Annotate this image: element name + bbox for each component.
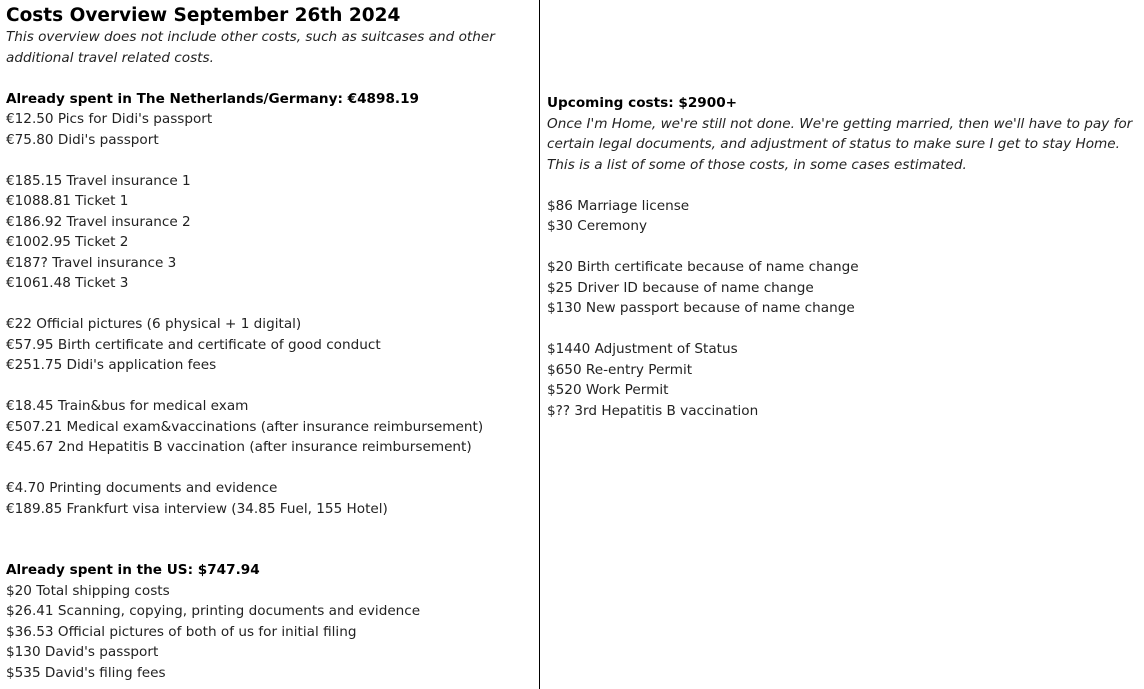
- intro-note: This overview does not include other costs, such as suitcases and other additional travel related costs.: [6, 29, 495, 66]
- upcoming-group-wedding: [547, 196, 1144, 237]
- netherlands-group-documents: [6, 314, 539, 376]
- spacer: [6, 150, 539, 171]
- page-title: Costs Overview September 26th 2024: [6, 5, 401, 26]
- list-item: $20 Total shipping costs: [6, 582, 170, 599]
- list-item: €186.92 Travel insurance 2: [6, 213, 191, 230]
- netherlands-group-passport: [6, 109, 539, 150]
- list-item: €18.45 Train&bus for medical exam: [6, 398, 249, 414]
- netherlands-heading: Already spent in The Netherlands/Germany: €4898.19: [6, 90, 420, 107]
- spacer: [547, 319, 1144, 340]
- upcoming-description: Once I'm Home, we're still not done. We're getting married, then we'll have to pay for certain legal documents, and adjustment of status to make sure I get to stay Home. This is a list of some of those costs, in some cases estimated.: [547, 115, 1133, 173]
- list-item: $130 David's passport: [6, 644, 159, 660]
- list-item: €75.80 Didi's passport: [6, 131, 159, 148]
- netherlands-group-interview: [6, 478, 539, 519]
- spacer: [6, 294, 539, 315]
- us-section: [6, 560, 539, 683]
- us-heading: Already spent in the US: $747.94: [6, 562, 260, 578]
- list-item: €45.67 2nd Hepatitis B vaccination (after insurance reimbursement): [6, 439, 472, 455]
- list-item: $520 Work Permit: [547, 382, 669, 398]
- list-item: $1440 Adjustment of Status: [547, 341, 738, 357]
- upcoming-group-name-change: [547, 257, 1144, 319]
- left-column: [0, 0, 540, 689]
- spacer: [547, 237, 1144, 258]
- spacer: [547, 175, 1144, 196]
- upcoming-group-immigration: [547, 339, 1144, 421]
- list-item: €57.95 Birth certificate and certificate of good conduct: [6, 336, 381, 353]
- list-item: $30 Ceremony: [547, 218, 647, 234]
- upcoming-heading: Upcoming costs: $2900+: [547, 95, 738, 111]
- netherlands-group-medical: [6, 396, 539, 458]
- list-item: $86 Marriage license: [547, 197, 690, 214]
- list-item: €251.75 Didi's application fees: [6, 357, 217, 373]
- spacer: [547, 5, 1144, 93]
- spacer: [6, 458, 539, 479]
- list-item: €1002.95 Ticket 2: [6, 234, 129, 250]
- spacer: [6, 376, 539, 397]
- list-item: €189.85 Frankfurt visa interview (34.85 Fuel, 155 Hotel): [6, 500, 388, 517]
- list-item: $25 Driver ID because of name change: [547, 279, 814, 296]
- list-item: $20 Birth certificate because of name change: [547, 259, 859, 275]
- list-item: €4.70 Printing documents and evidence: [6, 480, 278, 496]
- list-item: €12.50 Pics for Didi's passport: [6, 111, 213, 127]
- list-item: €185.15 Travel insurance 1: [6, 172, 191, 189]
- list-item: $535 David's filing fees: [6, 664, 166, 681]
- list-item: $130 New passport because of name change: [547, 300, 855, 316]
- list-item: €1061.48 Ticket 3: [6, 275, 129, 291]
- netherlands-group-travel: [6, 171, 539, 294]
- list-item: $26.41 Scanning, copying, printing documents and evidence: [6, 603, 421, 619]
- upcoming-section: [547, 93, 1144, 421]
- right-column: [541, 0, 1144, 689]
- list-item: €1088.81 Ticket 1: [6, 193, 129, 209]
- list-item: €22 Official pictures (6 physical + 1 digital): [6, 316, 302, 332]
- spacer: [6, 68, 539, 89]
- list-item: $?? 3rd Hepatitis B vaccination: [547, 402, 759, 419]
- list-item: €507.21 Medical exam&vaccinations (after insurance reimbursement): [6, 418, 484, 435]
- list-item: $650 Re-entry Permit: [547, 361, 693, 378]
- netherlands-section: [6, 89, 539, 520]
- list-item: $36.53 Official pictures of both of us for initial filing: [6, 623, 357, 640]
- list-item: €187? Travel insurance 3: [6, 254, 177, 271]
- spacer: [6, 519, 539, 560]
